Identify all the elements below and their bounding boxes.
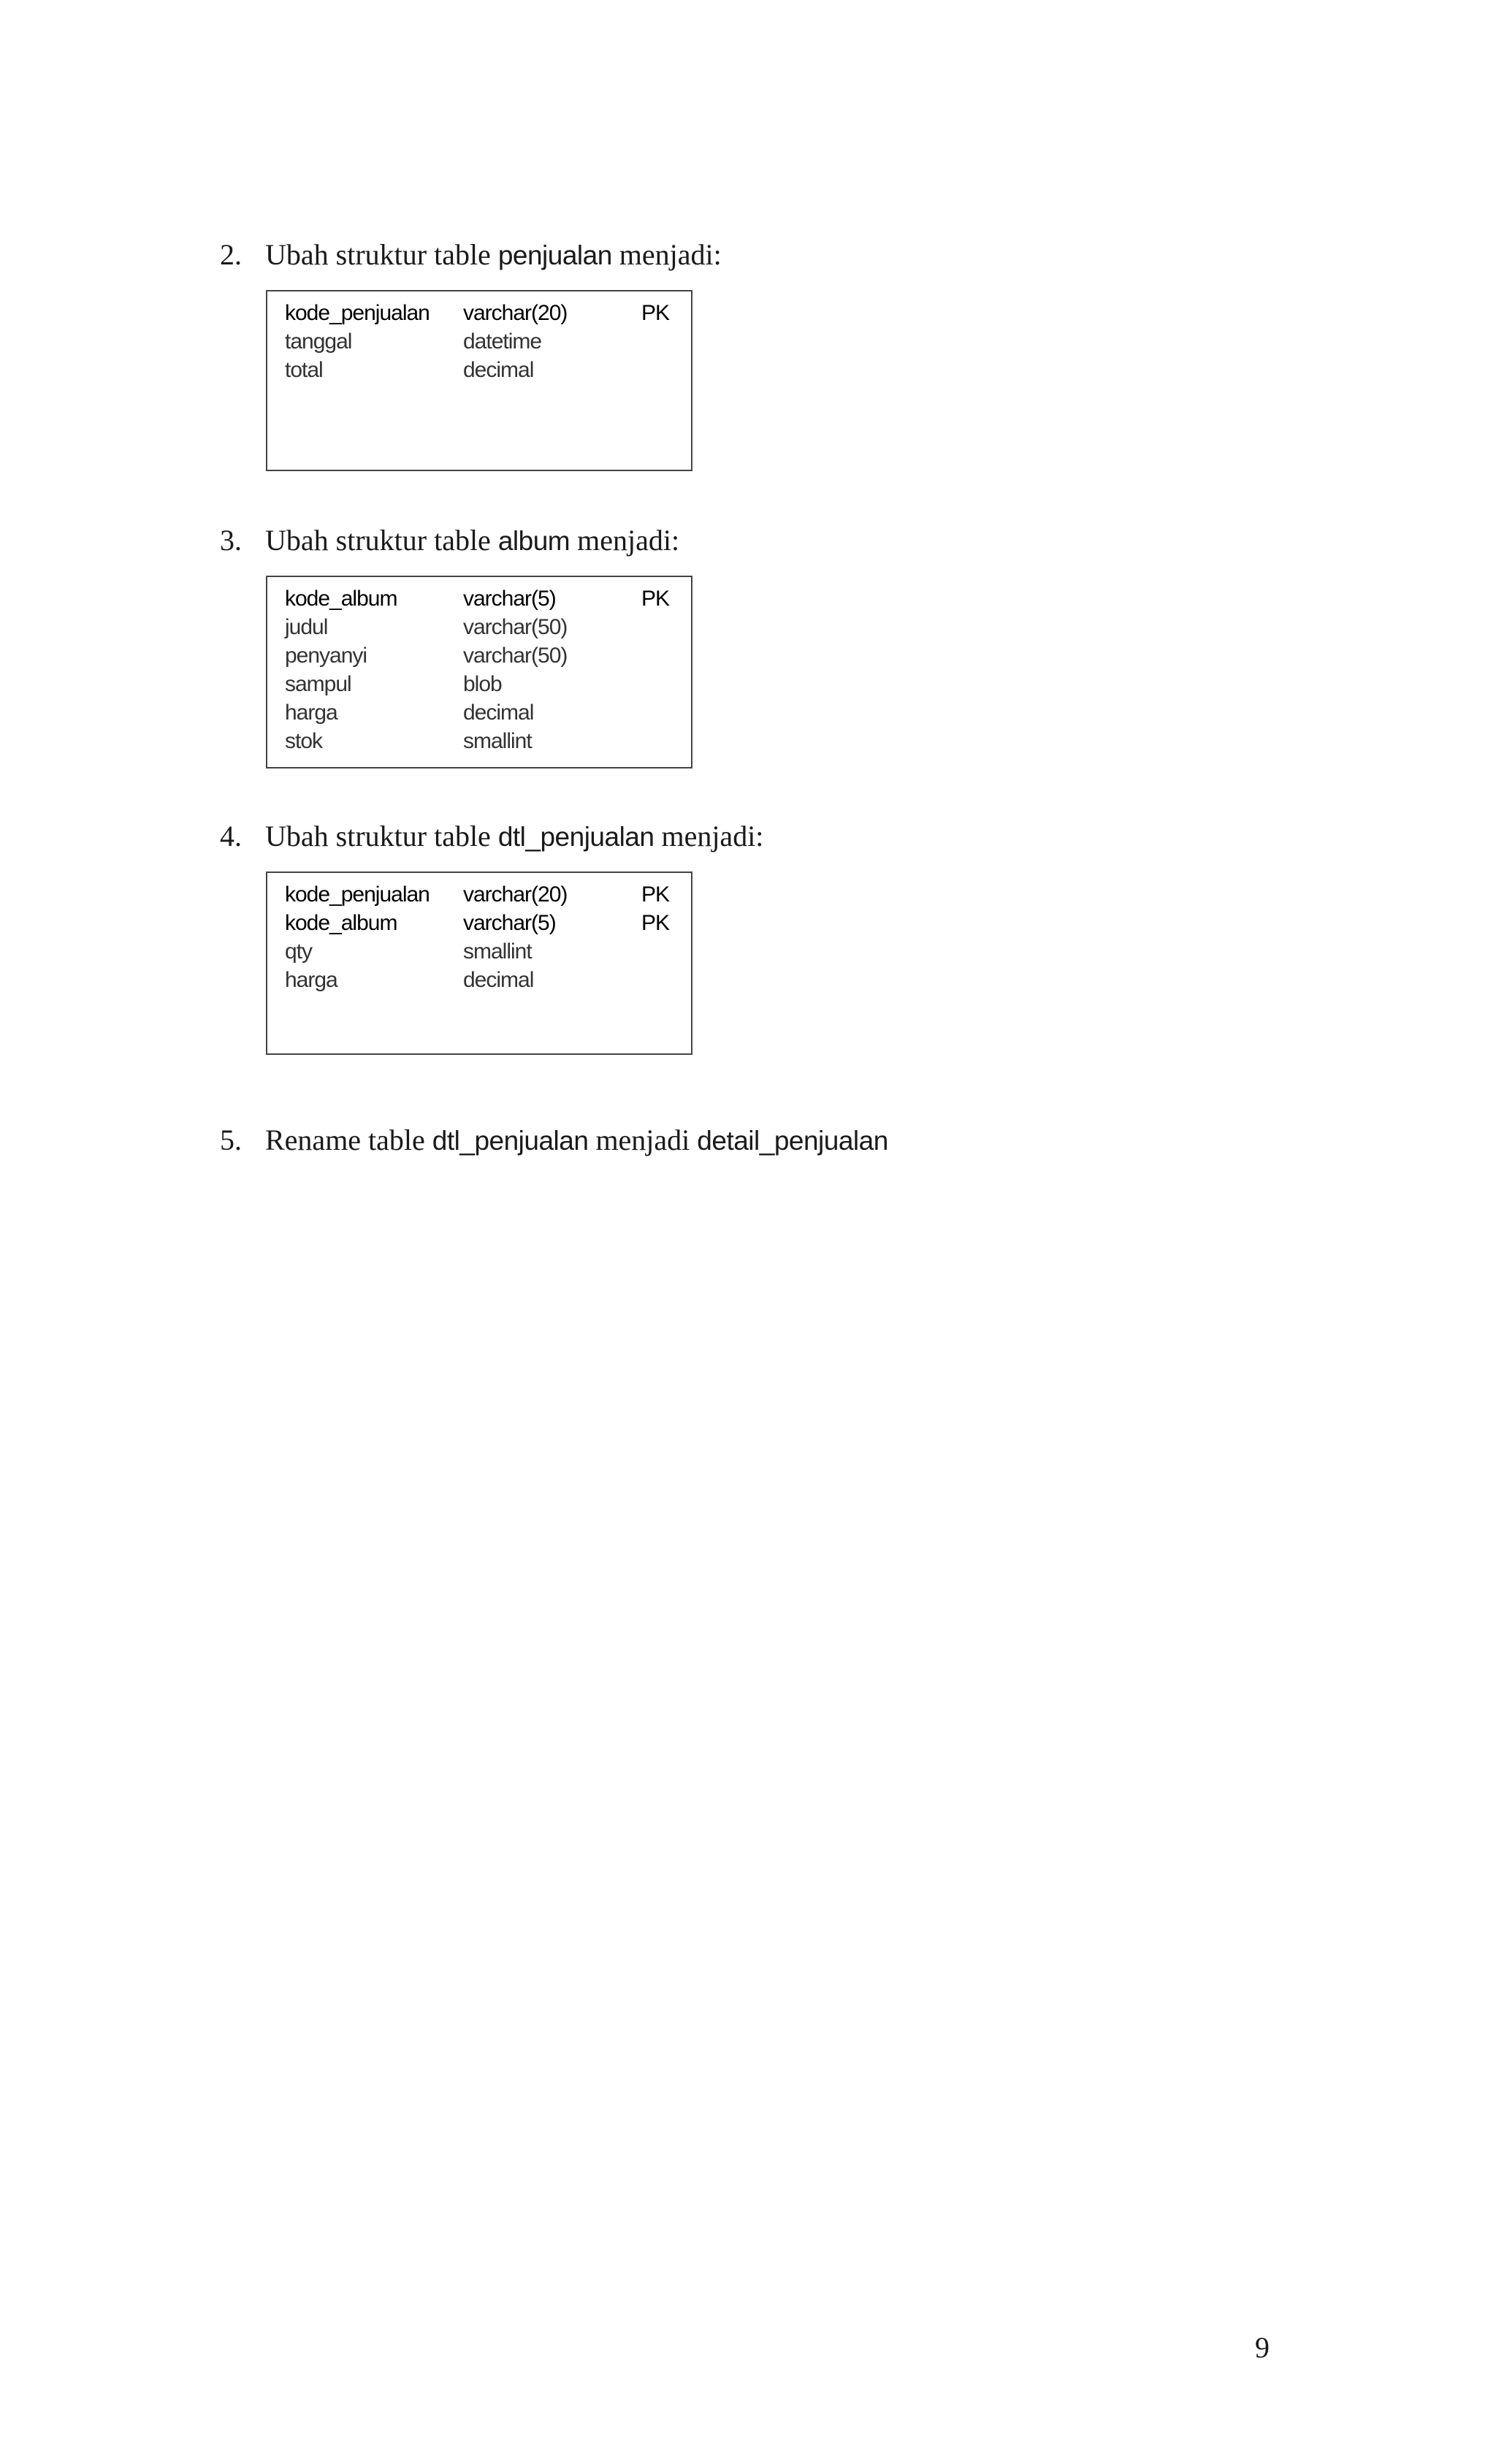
field-name: penyanyi	[285, 644, 367, 668]
item-text-suffix: menjadi:	[577, 524, 680, 557]
field-type: varchar(5)	[463, 587, 556, 611]
field-type: decimal	[463, 968, 534, 992]
field-name: qty	[285, 939, 313, 964]
item-text-prefix: Rename table	[265, 1124, 425, 1156]
field-name: kode_album	[285, 587, 397, 611]
new-table-name-keyword: detail_penjualan	[697, 1126, 888, 1156]
table-row	[267, 613, 691, 641]
table-row	[267, 670, 691, 698]
table-row	[267, 698, 691, 727]
field-name: kode_penjualan	[285, 301, 430, 325]
table-row	[267, 727, 691, 755]
item-number: 3.	[220, 524, 242, 557]
table-row	[267, 299, 691, 327]
field-key: PK	[641, 882, 670, 907]
table-row	[267, 641, 691, 670]
item-text-prefix: Ubah struktur table	[265, 820, 491, 853]
field-type: varchar(50)	[463, 615, 568, 639]
field-type: varchar(20)	[463, 882, 568, 907]
table-row	[267, 966, 691, 994]
field-name: total	[285, 358, 323, 382]
table-name-keyword: dtl_penjualan	[432, 1126, 589, 1156]
table-row	[267, 584, 691, 613]
field-type: varchar(5)	[463, 911, 556, 935]
field-name: tanggal	[285, 329, 352, 354]
field-type: datetime	[463, 329, 542, 354]
table-name-keyword: penjualan	[497, 240, 612, 270]
field-key: PK	[641, 587, 670, 611]
list-item-5	[220, 1124, 888, 1158]
field-key: PK	[641, 911, 670, 935]
field-type: smallint	[463, 729, 532, 753]
field-type: blob	[463, 672, 502, 696]
field-type: varchar(50)	[463, 644, 568, 668]
field-name: kode_penjualan	[285, 882, 430, 907]
table-structure-penjualan	[266, 290, 692, 471]
field-type: decimal	[463, 358, 534, 382]
item-text-suffix: menjadi:	[619, 238, 722, 271]
field-type: decimal	[463, 701, 534, 725]
list-item-2	[220, 238, 722, 272]
table-row	[267, 880, 691, 909]
item-number: 5.	[220, 1124, 242, 1156]
list-item-3	[220, 524, 679, 558]
table-structure-album	[266, 576, 692, 768]
field-key: PK	[641, 301, 670, 325]
item-text-prefix: Ubah struktur table	[265, 238, 491, 271]
field-type: varchar(20)	[463, 301, 568, 325]
table-row	[267, 937, 691, 966]
list-item-4	[220, 820, 763, 854]
item-text-prefix: Ubah struktur table	[265, 524, 491, 557]
item-number: 2.	[220, 238, 242, 271]
field-name: sampul	[285, 672, 351, 696]
field-name: kode_album	[285, 911, 397, 935]
table-row	[267, 327, 691, 356]
table-row	[267, 909, 691, 937]
item-text-middle: menjadi	[595, 1124, 690, 1156]
table-name-keyword: album	[497, 526, 570, 556]
field-name: stok	[285, 729, 323, 753]
item-number: 4.	[220, 820, 242, 853]
table-row	[267, 356, 691, 384]
field-name: judul	[285, 615, 328, 639]
field-name: harga	[285, 968, 337, 992]
page-number: 9	[1255, 2331, 1270, 2364]
field-type: smallint	[463, 939, 532, 964]
field-name: harga	[285, 701, 337, 725]
item-text-suffix: menjadi:	[661, 820, 764, 853]
table-name-keyword: dtl_penjualan	[497, 822, 654, 852]
table-structure-dtl-penjualan	[266, 871, 692, 1055]
